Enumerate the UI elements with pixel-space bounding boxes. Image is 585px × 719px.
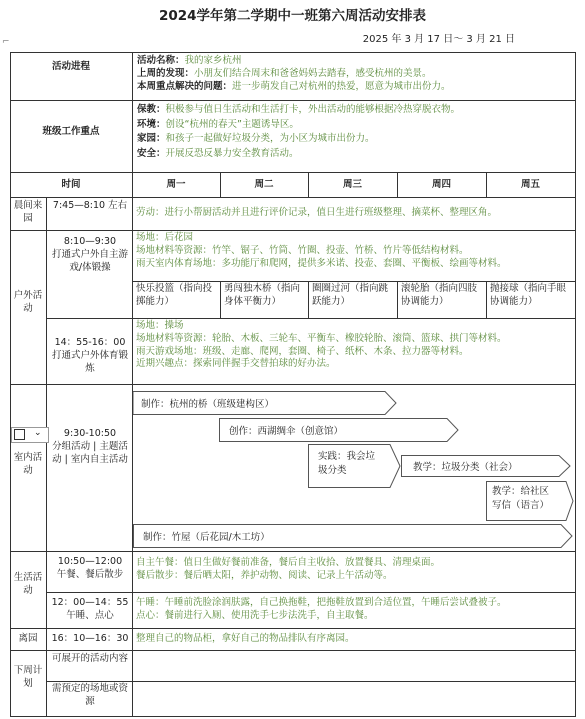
game-cell-5: 抛接球（指向手眼协调能力）: [490, 283, 567, 307]
next-week-activities: 可展开的活动内容: [52, 653, 129, 664]
header-friday: 周五: [520, 179, 540, 190]
indoor-time: 9:30-10:50 分组活动 | 主题活动 | 室内自主活动: [52, 428, 128, 465]
activity-progress-label: 活动进程: [51, 61, 90, 72]
header-tuesday: 周二: [254, 179, 274, 190]
departure-label: 离园: [18, 633, 38, 644]
activity-progress-content: [137, 55, 573, 93]
focus-care-row: 保教：积极参与值日生活动和生活打卡，外出活动的能够根据冷热穿脱衣物。: [137, 104, 461, 115]
chevron-down-icon: ⌄: [34, 428, 42, 438]
game-cell-1: 快乐投篮（指向投掷能力）: [136, 283, 213, 307]
departure-time: 16：10—16：30: [51, 633, 129, 644]
activity-name-row: 活动名称：我的家乡杭州: [137, 55, 242, 66]
table-handle-icon[interactable]: ⌐: [2, 37, 10, 47]
departure-content: 整理自己的物品柜，拿好自己的物品排队有序离园。: [136, 633, 355, 644]
focus-home-row: 家园：和孩子一起做好垃圾分类，为小区为城市出份力。: [137, 133, 375, 145]
outdoor-pm-content: 场地：操场 场地材料等资源：轮胎、木板、三轮车、平衡车、橡胶轮胎、滚筒、篮球、拱门等材料。 雨天游戏场地：班级、走廊、爬网，套圈、椅子、纸杯、木条、拉力器等材料。 近期兴趣点：探索同伴握手交替拍球的好办法。: [136, 320, 507, 370]
class-focus-label: 班级工作重点: [42, 126, 100, 137]
indoor-label: 室内活动: [13, 452, 43, 476]
arrow-letter-teaching: 教学：给社区写信（语言）: [486, 481, 574, 521]
checkbox-icon: [14, 429, 25, 440]
next-week-resources: 需预定的场地或资源: [52, 683, 129, 707]
header-monday: 周一: [166, 179, 186, 190]
focus-problem-row: 本周重点解决的问题：进一步萌发自己对杭州的热爱，愿意为城市出份力。: [137, 80, 451, 92]
outdoor-am-content: 场地：后花园 场地材料等资源：竹竿、锯子、竹筒、竹圈、投壶、竹桥、竹片等低结构材料。 雨天室内体育场地：多功能厅和爬网，提供多米诺、投壶、套圈、平衡板、绘画等材料。: [136, 232, 507, 269]
morning-content: 劳动：进行小帮厨活动并且进行评价记录，值日生进行班级整理、摘菜杯、整理区角。: [136, 207, 498, 218]
arrow-garbage-practice: 实践：我会垃圾分类: [308, 444, 401, 488]
header-wednesday: 周三: [342, 179, 362, 190]
life-label: 生活活动: [13, 572, 43, 596]
date-range: 2025 年 3 月 17 日～ 3 月 21 日: [362, 34, 515, 45]
life-slot2-time: 12：00—14：55 午睡、点心: [51, 597, 129, 621]
header-time: 时间: [61, 179, 81, 190]
focus-safety-row: 安全：开展反恐反暴力安全教育活动。: [137, 148, 299, 160]
life-slot2-content: 午睡：午睡前洗脸涂润肤露，自己换拖鞋，把拖鞋放置到合适位置，午睡后尝试叠被子。 点心：餐前进行入厕、使用洗手七步法洗手，自主取餐。: [136, 597, 507, 621]
header-thursday: 周四: [431, 179, 451, 190]
arrow-bamboo-house: 制作：竹屋（后花园/木工坊）: [133, 524, 573, 548]
class-focus-content: [137, 103, 573, 162]
life-slot1-time: 10:50—12:00 午餐、餐后散步: [56, 556, 124, 580]
game-cell-4: 滚轮胎（指向四肢协调能力）: [401, 283, 478, 307]
cell-dropdown-control[interactable]: [11, 427, 49, 443]
arrow-bridge-construction: 制作：杭州的桥（班级建构区）: [133, 391, 397, 415]
game-cell-2: 勇闯独木桥（指向身体平衡力）: [224, 283, 301, 307]
arrow-umbrella-creation: 创作：西湖绸伞（创意馆）: [219, 418, 459, 442]
next-week-label: 下周计划: [13, 665, 43, 689]
outdoor-am-time: 8:10—9:30 打通式户外自主游戏/体锻操: [51, 236, 128, 273]
arrow-garbage-teaching: 教学：垃圾分类（社会）: [401, 455, 571, 477]
focus-environment-row: 环境：创设“杭州的春天”主题诱导区。: [137, 118, 299, 130]
outdoor-pm-time: 14：55-16：00 打通式户外体育锻炼: [51, 337, 128, 374]
morning-label: 晨间来园: [13, 200, 43, 224]
morning-time: 7:45—8:10 左右: [52, 200, 128, 211]
life-slot1-content: 自主午餐：值日生做好餐前准备，餐后自主收拾、放置餐具、清理桌面。 餐后散步：餐后晒太阳，养护动物、阅读、记录上午活动等。: [136, 557, 441, 581]
game-cell-3: 圈圈过河（指向跳跃能力）: [312, 283, 389, 307]
page-title: 2024学年第二学期中一班第六周活动安排表: [158, 8, 427, 24]
outdoor-label: 户外活动: [13, 290, 43, 314]
last-week-finding-row: 上周的发现：小朋友们结合周末和爸爸妈妈去踏春，感受杭州的美景。: [137, 67, 432, 79]
